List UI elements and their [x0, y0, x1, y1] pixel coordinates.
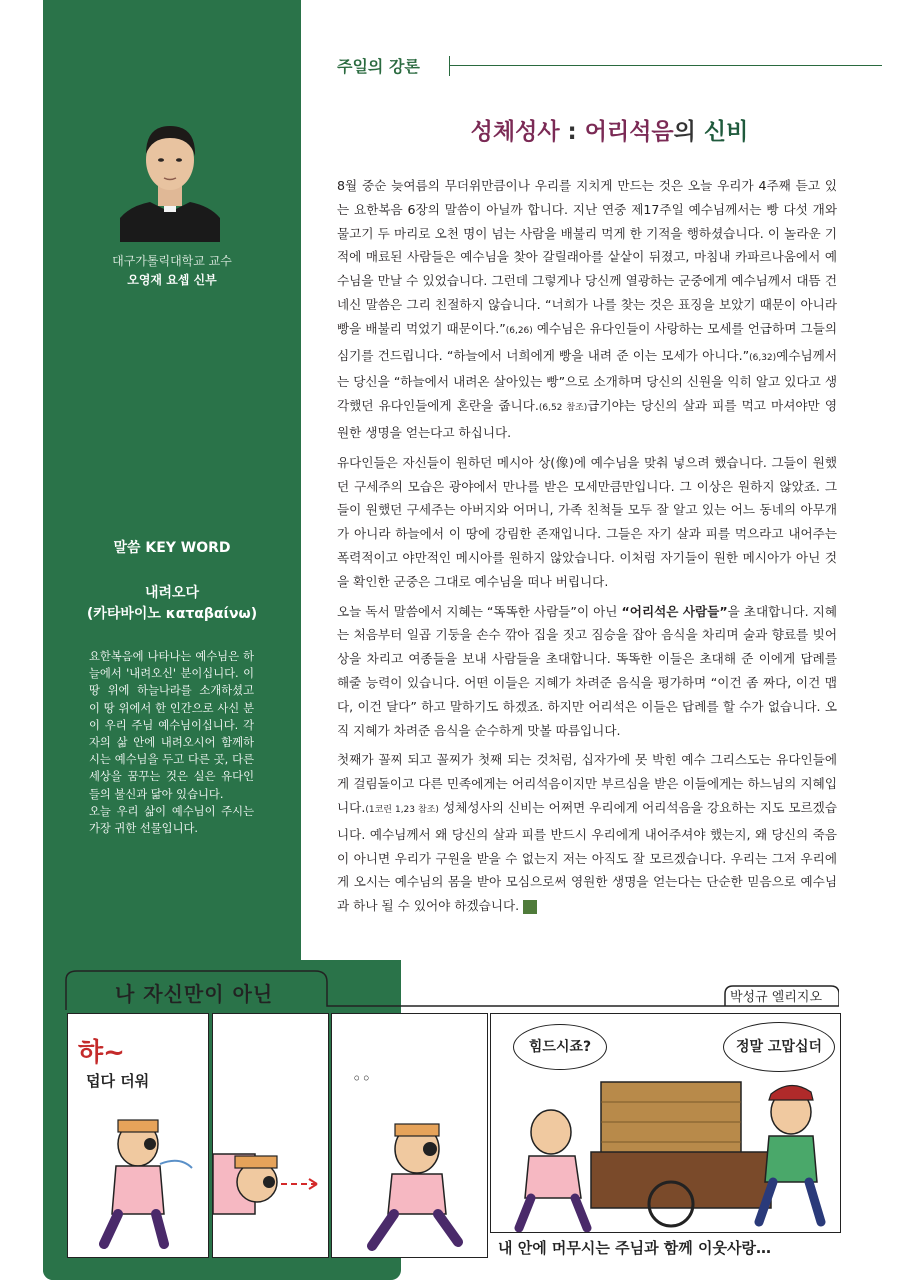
article-paragraph	[337, 174, 837, 445]
article-paragraph: 유다인들은 자신들이 원하던 메시아 상(像)에 예수님을 맞춰 넣으려 했습니다. 그들이 원했던 구세주의 모습은 광야에서 만나를 받은 모세만큼만입니다. 그 이상은 원하지 않았죠. 그들이 원했던 구세주는 아버지와 어머니, 가족 친척들 모두 잘 알고 있는 어느 동네의 아무개가 아니라 하늘에서 이 땅에 강림한 존재입니다. 그들은 자기 살과 피를 먹으라고 내어주는 폭력적이고 야만적인 메시아를 원하지 않았습니다. 이처럼 자기들이 원한 메시아가 아닌 것을 확인한 군중은 그대로 예수님을 떠나 버립니다.	[337, 454, 837, 589]
walking-man-illustration	[68, 1104, 208, 1254]
speech-bubble	[513, 1024, 607, 1070]
comic-author: 박성규 엘리지오	[730, 990, 823, 1005]
peeking-man-illustration	[213, 1014, 328, 1257]
author-photo	[120, 110, 220, 242]
exclaim-text: 햐~	[78, 1038, 125, 1068]
section-label: 주일의 강론	[337, 57, 420, 76]
article-paragraph	[337, 600, 837, 743]
text: 오늘 독서 말씀에서 지혜는 “똑똑한 사람들”이 아닌	[337, 603, 622, 619]
comic-title: 나 자신만이 아닌	[115, 982, 274, 1006]
keyword-heading: 말씀 KEY WORD	[113, 540, 231, 556]
emphasis: “어리석은 사람들”	[621, 603, 728, 619]
title-part: 의	[673, 119, 696, 145]
speech-bubble	[723, 1022, 835, 1072]
text: 성체성사의 신비는 어쩌면 우리에게 어리석음을 강요하는 지도 모르겠습니다. 예수님께서 왜 당신의 살과 피를 반드시 우리에게 내어주셔야 했는지, 왜 당신의 죽음이 아니면 우리가 구원을 받을 수 없는지 저는 아직도 잘 모르겠습니다. 우리는 그저 우리에게 오시는 예수님의 몸을 받아 모심으로써 영원한 생명을 얻는다는 단순한 믿음으로 예수님과 하나 될 수 있어야 하겠습니다.	[337, 799, 837, 914]
reference: (6,26)	[505, 325, 533, 336]
keyword-body	[89, 648, 254, 837]
comic-caption: 내 안에 머무시는 주님과 함께 이웃사랑…	[498, 1239, 771, 1257]
reference: (6,52 참조)	[538, 403, 588, 414]
comic-panel-3	[331, 1013, 488, 1258]
cart-scene-illustration	[491, 1072, 840, 1232]
text: 을 초대합니다. 지혜는 처음부터 일곱 기둥을 손수 깎아 집을 짓고 짐승을 잡아 음식을 차리며 술과 향료를 빚어 상을 차리고 여종들을 보내 사람들을 초대합니다. 똑똑한 이들은 초대해 준 이에게 답례를 해줄 능력이 있습니다. 어떤 이들은 지혜가 차려준 음식을 평가하며 “이건 좀 짜다, 이건 맵다, 이건 달다” 하고 말하기도 하겠죠. 하지만 어리석은 이들은 답례를 할 수가 없습니다. 오직 지혜가 차려준 음식을 순수하게 맛볼 따름입니다.	[337, 603, 837, 738]
section-rule	[449, 65, 882, 66]
comic-panel-1	[67, 1013, 209, 1258]
title-part: 어리석음	[584, 119, 674, 145]
end-mark-icon	[523, 900, 537, 914]
text: 예수님은 유다인들이 사랑하는 모세를 언급하며 그들의 심기를 건드립니다. “하늘에서 너희에게 빵을 내려 준 이는 모세가 아니다.”	[337, 320, 837, 363]
text: 첫째가 꼴찌 되고 꼴찌가 첫째 되는 것처럼, 십자가에 못 박힌 예수 그리스도는 유다인들에게 걸림돌이고 다른 민족에게는 어리석음이지만 부르심을 받은 이들에게는 하느님의 지혜입니다.	[337, 752, 837, 815]
text: 급기야는 당신의 살과 피를 먹고 마셔야만 영원한 생명을 얻는다고 하십니다.	[337, 398, 838, 440]
keyword-body-paragraph: 요한복음에 나타나는 예수님은 하늘에서 '내려오신' 분이십니다. 이 땅 위에 하늘나라를 소개하셨고 이 땅 위에서 한 인간으로 사신 분이 우리 주님 예수님이십니다. 각자의 삶 안에 내려오시어 함께하시는 예수님을 두고 다른 곳, 다른 세상을 꿈꾸는 것은 실은 유다인들의 불신과 닮아 있습니다.	[89, 650, 254, 801]
article-paragraph	[337, 748, 837, 918]
text: 8월 중순 늦여름의 무더위만큼이나 우리를 지치게 만드는 것은 오늘 우리가 4주째 듣고 있는 요한복음 6장의 말씀이 아닐까 합니다. 지난 연중 제17주일 예수님께서는 빵 다섯 개와 물고기 두 마리로 오천 명이 넘는 사람을 배불리 먹게 한 기적을 행하셨습니다. 이 놀라운 기적에 매료된 사람들은 예수님을 찾아 갈릴래아를 샅샅이 뒤졌고, 마침내 카파르나움에서 예수님을 만날 수 있었습니다. 그런데 그렇게나 당신께 열광하는 군중에게 예수님께서 대뜸 건네신 말씀은 그리 친절하지 않습니다. “너희가 나를 찾는 것은 표징을 보았기 때문이 아니라 빵을 배불리 먹었기 때문이다.”	[337, 178, 837, 336]
article-title	[337, 113, 882, 146]
title-part: 성체성사	[470, 119, 560, 145]
article-body	[337, 174, 837, 924]
reference: (1코린 1,23 참조)	[365, 804, 439, 815]
keyword-greek: (카타바이노 καταβαίνω)	[86, 606, 258, 622]
section-divider	[449, 56, 450, 76]
author-name: 오영재 요셉 신부	[127, 273, 217, 287]
keyword-word: 내려오다	[144, 585, 200, 601]
speech-text: 힘드시죠?	[528, 1039, 592, 1055]
comic-panel-4	[490, 1013, 841, 1233]
svg-text:◦◦: ◦◦	[352, 1069, 371, 1088]
comic-panel-2	[212, 1013, 329, 1258]
title-part: 신비	[695, 119, 749, 145]
keyword-body-paragraph: 오늘 우리 삶이 예수님이 주시는 가장 귀한 선물입니다.	[89, 804, 254, 836]
title-separator: :	[559, 119, 585, 145]
running-man-illustration	[332, 1014, 487, 1257]
speech-text: 덥다 더워	[86, 1072, 150, 1090]
speech-text: 정말 고맙십더	[735, 1039, 823, 1055]
text: 예수님께서는 당신을 “하늘에서 내려온 살아있는 빵”으로 소개하며 당신의 신원을 익히 알고 있다고 생각했던 유다인들에게 혼란을 줍니다.	[337, 347, 837, 414]
reference: (6,32)	[749, 352, 777, 363]
author-affiliation: 대구가톨릭대학교 교수	[112, 254, 232, 268]
